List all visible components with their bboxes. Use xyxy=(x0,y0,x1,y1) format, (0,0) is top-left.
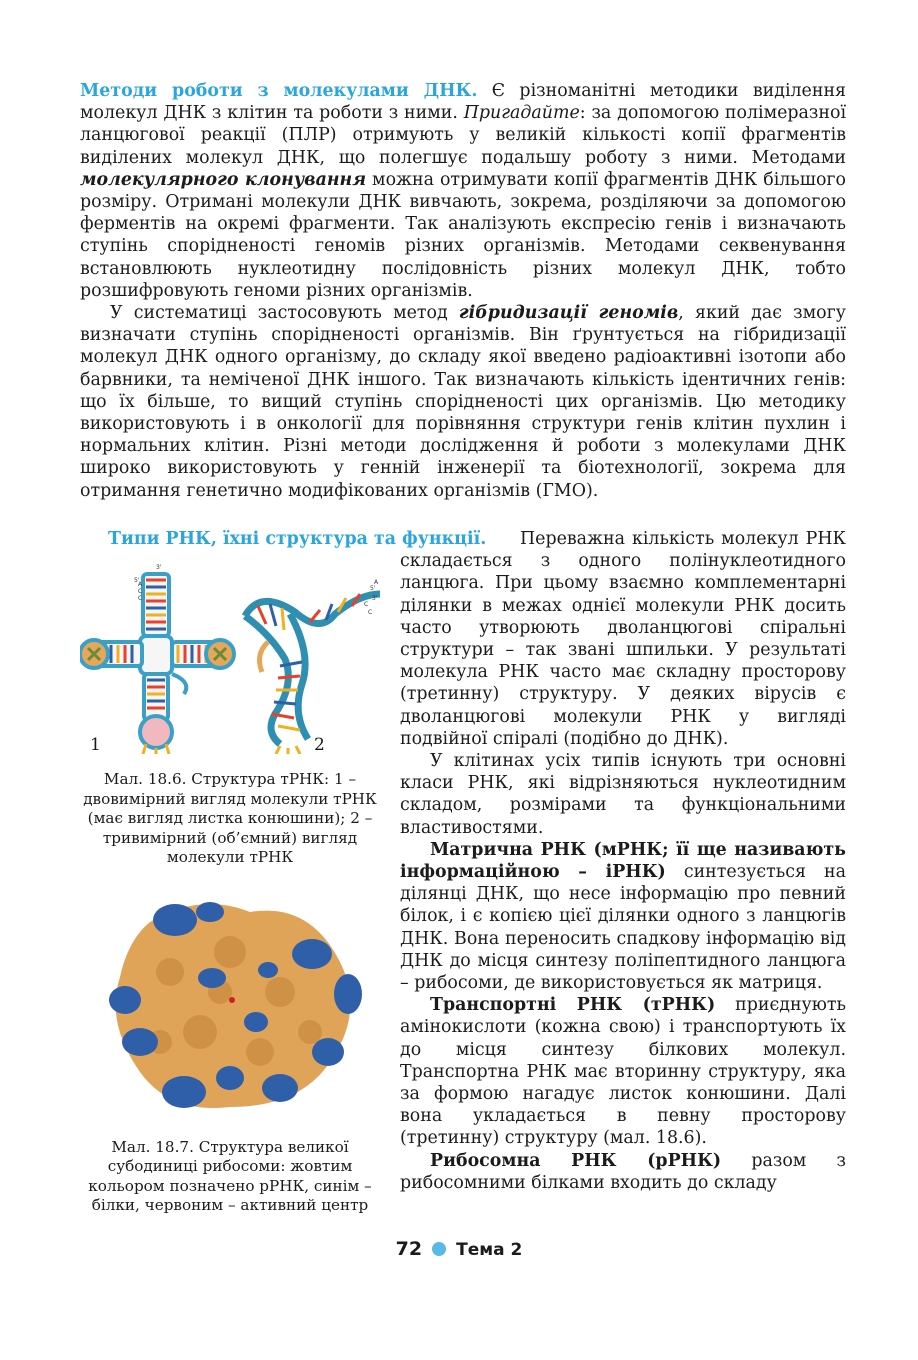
figure-label-1: 1 xyxy=(90,735,101,754)
ribosome-figure xyxy=(80,882,380,1122)
trna-cloverleaf-2d xyxy=(80,564,234,754)
active-center xyxy=(229,997,235,1003)
term-molecular-cloning: молекулярного клонування xyxy=(80,169,367,190)
acceptor-letter: C xyxy=(138,595,143,602)
term-rrna: Рибосомна РНК (рРНК) xyxy=(430,1150,722,1171)
main-text xyxy=(80,80,846,502)
acceptor-letter: A xyxy=(374,579,379,586)
paragraph-rrna: Рибосомна РНК (рРНК) разом з рибосомними білками входить до складу xyxy=(400,1150,846,1193)
trna-figure xyxy=(80,554,380,754)
acceptor-letter: C xyxy=(138,588,143,595)
acceptor-letter: C xyxy=(368,609,373,616)
end-label: 5' xyxy=(370,585,376,592)
trna-3d xyxy=(245,579,380,754)
page-number: 72 xyxy=(395,1238,423,1260)
figure-label-2: 2 xyxy=(314,735,325,754)
figure-caption-18-7: Мал. 18.7. Структура великої субодиниці рибосоми: жовтим кольором позначено рРНК, синім – білки, червоним – активний центр xyxy=(88,1137,372,1214)
acceptor-letter: C xyxy=(364,601,369,608)
end-label: 3' xyxy=(372,595,378,602)
acceptor-letter: A xyxy=(138,581,143,588)
term-trna: Транспортні РНК (тРНК) xyxy=(430,995,716,1016)
term-genome-hybridization: гібридизації геномів xyxy=(458,303,679,324)
figures-column xyxy=(80,554,380,1216)
section-heading-dna-methods: Методи роботи з молекулами ДНК. xyxy=(80,81,478,101)
section-heading-rna-types: Типи РНК, їхні структура та функції. xyxy=(108,529,487,549)
paragraph-rna-classes: У клітинах усіх типів існують три основні класи РНК, які відрізняються нуклеотидним складом, розмірами та функціональними властивостями. xyxy=(400,751,846,838)
page-footer xyxy=(0,1238,918,1260)
rna-text-column xyxy=(400,528,846,1194)
paragraph-dna-methods: Методи роботи з молекулами ДНК. Є різноманітні методики виділення молекул ДНК з клітин та роботи з ними. Пригадайте: за допомогою полімеразної ланцюгової реакції (ПЛР) отримують у великій кількості копії фрагментів виділених молекул ДНК, що полегшує подальшу роботу з ними. Методами молекулярного клонування можна отримувати копії фрагментів ДНК більшого розміру. Отримані молекули ДНК вивчають, зокрема, розділяючи за допомогою ферментів на окремі фрагменти. Так аналізують експресію генів і визначають ступінь спорідненості геномів різних організмів. Методами секвенування встановлюють нуклеотидну послідовність різних молекул ДНК, тобто розшифровують геноми різних організмів. xyxy=(80,81,847,301)
end-label: 3' xyxy=(156,564,162,571)
paragraph-rna-structure: Переважна кількість молекул РНК складається з одного полінуклеотидного ланцюга. При цьому взаємно комплементарні ділянки в межах однієї молекули РНК досить часто утворюють дволанцюгові спіральні структури – так звані шпильки. У результаті молекула РНК часто має складну просторову (третинну) структуру. У деяких вірусів є дволанцюгові молекули РНК у вигляді подвійної спіралі (подібно до ДНК). xyxy=(400,529,846,749)
figure-caption-18-6: Мал. 18.6. Структура тРНК: 1 – двовимірний вигляд молекули тРНК (має вигляд листка конюшини); 2 – тривимірний (об’ємний) вигляд молекули тРНК xyxy=(83,770,377,866)
section-label: Тема 2 xyxy=(456,1240,523,1260)
bullet-dot-icon xyxy=(432,1242,446,1256)
paragraph-hybridization: У систематиці застосовують метод гібридизації геномів, який дає змогу визначати ступінь спорідненості організмів. Він ґрунтується на гібридизації молекул ДНК одного організму, до складу якої введено радіоактивні ізотопи або барвники, та неміченої ДНК іншого. Так визначають кількість ідентичних генів: що їх більше, то вищий ступінь спорідненості цих організмів. Цю методику використовують і в онкології для порівняння структури генів клітин пухлин і нормальних клітин. Різні методи дослідження й роботи з молекулами ДНК широко використовують у генній інженерії та біотехнології, зокрема для отримання генетично модифікованих організмів (ГМО). xyxy=(80,303,846,501)
term-mrna: Матрична РНК (мРНК; її ще називають інформаційною – іРНК) xyxy=(400,839,846,883)
end-label: 5' xyxy=(134,577,140,584)
paragraph-mrna: Матрична РНК (мРНК; її ще називають інформаційною – іРНК) синтезується на ділянці ДНК, що несе інформацію про певний білок, і є копією цієї ділянки одного з ланцюгів ДНК. Вона переносить спадкову інформацію від ДНК до місця синтезу поліпептидного ланцюга – рибосоми, де використовується як матриця. xyxy=(400,839,846,994)
paragraph-trna: Транспортні РНК (тРНК) приєднують амінокислоти (кожна свою) і транспортують їх до місця синтезу білкових молекул. Транспортна РНК має вторинну структуру, яка за формою нагадує листок конюшини. Далі вона укладається в певну просторову (третинну) структуру (мал. 18.6). xyxy=(400,995,846,1149)
